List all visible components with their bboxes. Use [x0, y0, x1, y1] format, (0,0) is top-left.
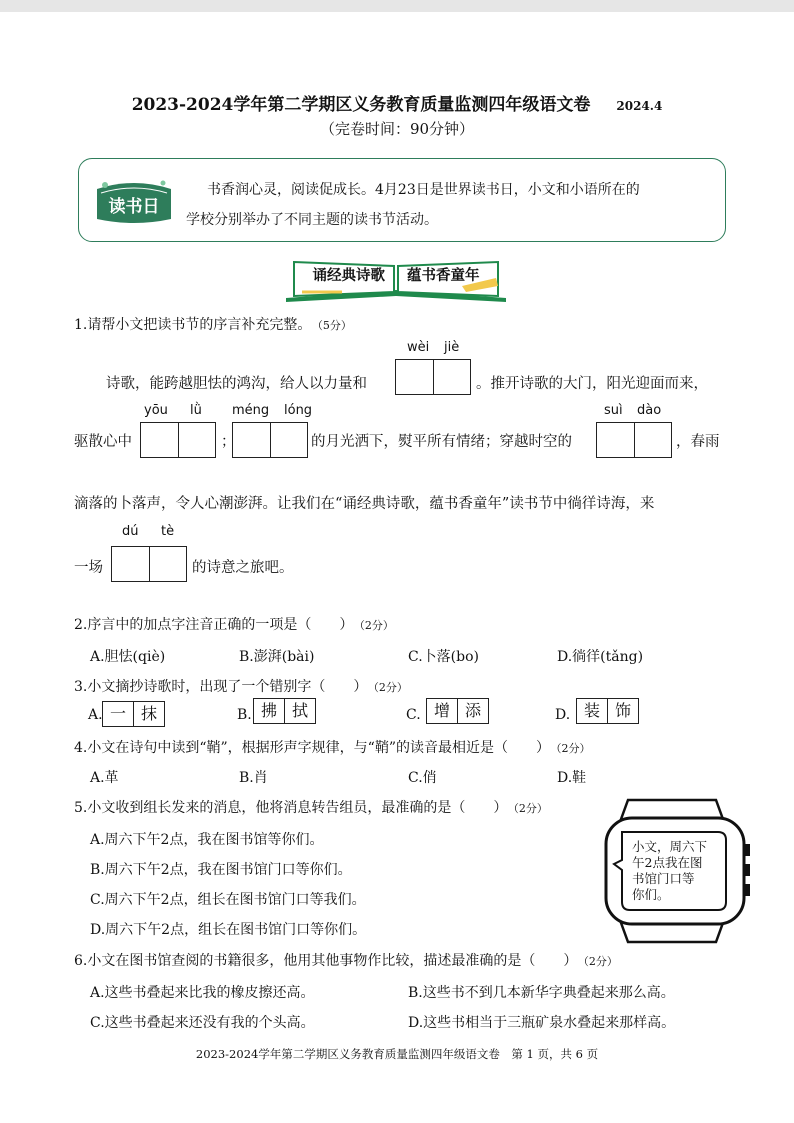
- question-4-option-b[interactable]: B.肖: [239, 770, 268, 786]
- pinyin-du: dú: [122, 524, 139, 539]
- question-5-option-d[interactable]: D.周六下午2点，组长在图书馆门口等你们。: [90, 922, 367, 938]
- preface-line-2-sep: ；: [221, 434, 236, 450]
- question-3-stem: [74, 676, 408, 696]
- pinyin-wei: wèi: [407, 340, 430, 355]
- question-4-option-d[interactable]: D.鞋: [557, 770, 587, 786]
- question-2-option-b[interactable]: B.澎湃(bài): [239, 649, 315, 665]
- question-6-points: （2分）: [583, 955, 618, 968]
- question-1-text: 1.请帮小文把读书节的序言补充完整。: [74, 317, 312, 333]
- question-2-option-c[interactable]: C.卜落(bo): [408, 649, 479, 665]
- word-char: 增: [433, 701, 450, 720]
- question-5-option-c[interactable]: C.周六下午2点，组长在图书馆门口等我们。: [90, 892, 366, 908]
- word-char: 一: [109, 704, 126, 723]
- pinyin-dao: dào: [637, 403, 662, 418]
- question-3-option-b-word[interactable]: [253, 698, 316, 724]
- question-5-stem: [74, 797, 548, 817]
- question-2-option-a[interactable]: A.胆怯(qiè): [90, 649, 166, 665]
- question-5-points: （2分）: [513, 802, 548, 815]
- question-2-stem: [74, 614, 394, 634]
- question-1-stem: [74, 314, 352, 334]
- watch-message-line-1: 小文，周六下: [632, 839, 708, 854]
- watch-message-line-3: 书馆门口等: [632, 871, 695, 886]
- pinyin-meng: méng: [232, 403, 270, 418]
- question-3-points: （2分）: [373, 681, 408, 694]
- question-4-option-a[interactable]: A.革: [90, 770, 119, 786]
- question-4-option-c[interactable]: C.俏: [408, 770, 437, 786]
- answer-box-menglong[interactable]: [232, 422, 308, 458]
- exam-duration: （完卷时间：90分钟）: [319, 120, 475, 138]
- question-2-option-d[interactable]: D.徜徉(tǎng): [557, 649, 644, 665]
- badge-label: 读书日: [108, 197, 160, 217]
- question-4-text: 4.小文在诗句中读到“鞘”，根据形声字规律，与“鞘”的读音最相近是（ ）: [74, 740, 550, 756]
- scan-top-bar: [0, 0, 794, 12]
- intro-box: [78, 158, 726, 242]
- question-1-points: （5分）: [317, 319, 352, 332]
- preface-line-1a: 诗歌，能跨越胆怯的鸿沟，给人以力量和: [106, 376, 367, 392]
- question-3-option-a-word[interactable]: [102, 701, 165, 727]
- word-char: 装: [583, 701, 600, 720]
- word-char: 添: [457, 699, 488, 723]
- pinyin-long: lóng: [284, 403, 313, 418]
- question-2-points: （2分）: [359, 619, 394, 632]
- word-char: 抹: [133, 702, 164, 726]
- question-3-option-b-label[interactable]: B.: [237, 707, 252, 723]
- question-6-option-b[interactable]: B.这些书不到几本新华字典叠起来那么高。: [408, 985, 675, 1001]
- pinyin-lu: lǜ: [190, 403, 202, 418]
- preface-line-4a: 一场: [74, 560, 103, 576]
- page-footer: 2023-2024学年第二学期区义务教育质量监测四年级语文卷 第 1 页，共 6 页: [195, 1047, 599, 1061]
- preface-line-2c: ，春雨: [676, 434, 720, 450]
- preface-line-2a: 驱散心中: [74, 434, 132, 450]
- question-6-stem: [74, 950, 618, 970]
- section-banner-title: [282, 264, 510, 285]
- watch-message-line-2: 午2点我在图: [632, 855, 703, 870]
- question-6-option-a[interactable]: A.这些书叠起来比我的橡皮擦还高。: [90, 985, 315, 1001]
- word-char: 饰: [607, 699, 638, 723]
- banner-left-text: 诵经典诗歌: [312, 267, 385, 284]
- banner-right-text: 蕴书香童年: [407, 267, 480, 284]
- exam-title-text: 2023-2024学年第二学期区义务教育质量监测四年级语文卷: [131, 95, 591, 115]
- question-5-text: 5.小文收到组长发来的消息，他将消息转告组员，最准确的是（ ）: [74, 800, 508, 816]
- question-4-stem: [74, 737, 591, 757]
- pinyin-jie: jiè: [444, 340, 460, 355]
- preface-line-4b: 的诗意之旅吧。: [192, 560, 294, 576]
- preface-line-1b: 。推开诗歌的大门，阳光迎面而来，: [476, 376, 708, 392]
- question-6-text: 6.小文在图书馆查阅的书籍很多，他用其他事物作比较，描述最准确的是（ ）: [74, 953, 578, 969]
- preface-line-3: 滴落的卜落声，令人心潮澎湃。让我们在“诵经典诗歌，蕴书香童年”读书节中徜徉诗海，来: [74, 496, 655, 512]
- watch-message-line-4: 你们。: [632, 887, 670, 902]
- exam-title: [0, 90, 794, 115]
- preface-line-2b: 的月光洒下，熨平所有情绪；穿越时空的: [311, 434, 572, 450]
- question-2-text: 2.序言中的加点字注音正确的一项是（ ）: [74, 617, 354, 633]
- question-5-option-b[interactable]: B.周六下午2点，我在图书馆门口等你们。: [90, 862, 352, 878]
- answer-box-suidao[interactable]: [596, 422, 672, 458]
- word-char: 拂: [260, 701, 277, 720]
- question-5-option-a[interactable]: A.周六下午2点，我在图书馆等你们。: [90, 832, 324, 848]
- question-3-option-c-label[interactable]: C.: [406, 707, 421, 723]
- question-3-option-d-word[interactable]: [576, 698, 639, 724]
- pinyin-te: tè: [161, 524, 175, 539]
- intro-line-2: 学校分别举办了不同主题的读书节活动。: [186, 212, 438, 228]
- answer-box-youlu[interactable]: [140, 422, 216, 458]
- question-4-points: （2分）: [556, 742, 591, 755]
- intro-line-1: 书香润心灵，阅读促成长。4月23日是世界读书日，小文和小语所在的: [207, 182, 640, 198]
- question-3-option-c-word[interactable]: [426, 698, 489, 724]
- question-3-option-d-label[interactable]: D.: [555, 707, 571, 723]
- reading-day-badge-icon: [91, 171, 177, 229]
- answer-box-weijie[interactable]: [395, 359, 471, 395]
- question-3-option-a-label[interactable]: A.: [88, 707, 103, 723]
- question-6-option-d[interactable]: D.这些书相当于三瓶矿泉水叠起来那样高。: [408, 1015, 676, 1031]
- pinyin-you: yōu: [144, 403, 168, 418]
- answer-box-dute[interactable]: [111, 546, 187, 582]
- question-3-text: 3.小文摘抄诗歌时，出现了一个错别字（ ）: [74, 679, 368, 695]
- exam-date: 2024.4: [616, 99, 663, 113]
- question-6-option-c[interactable]: C.这些书叠起来还没有我的个头高。: [90, 1015, 315, 1031]
- pinyin-sui: suì: [604, 403, 623, 418]
- word-char: 拭: [284, 699, 315, 723]
